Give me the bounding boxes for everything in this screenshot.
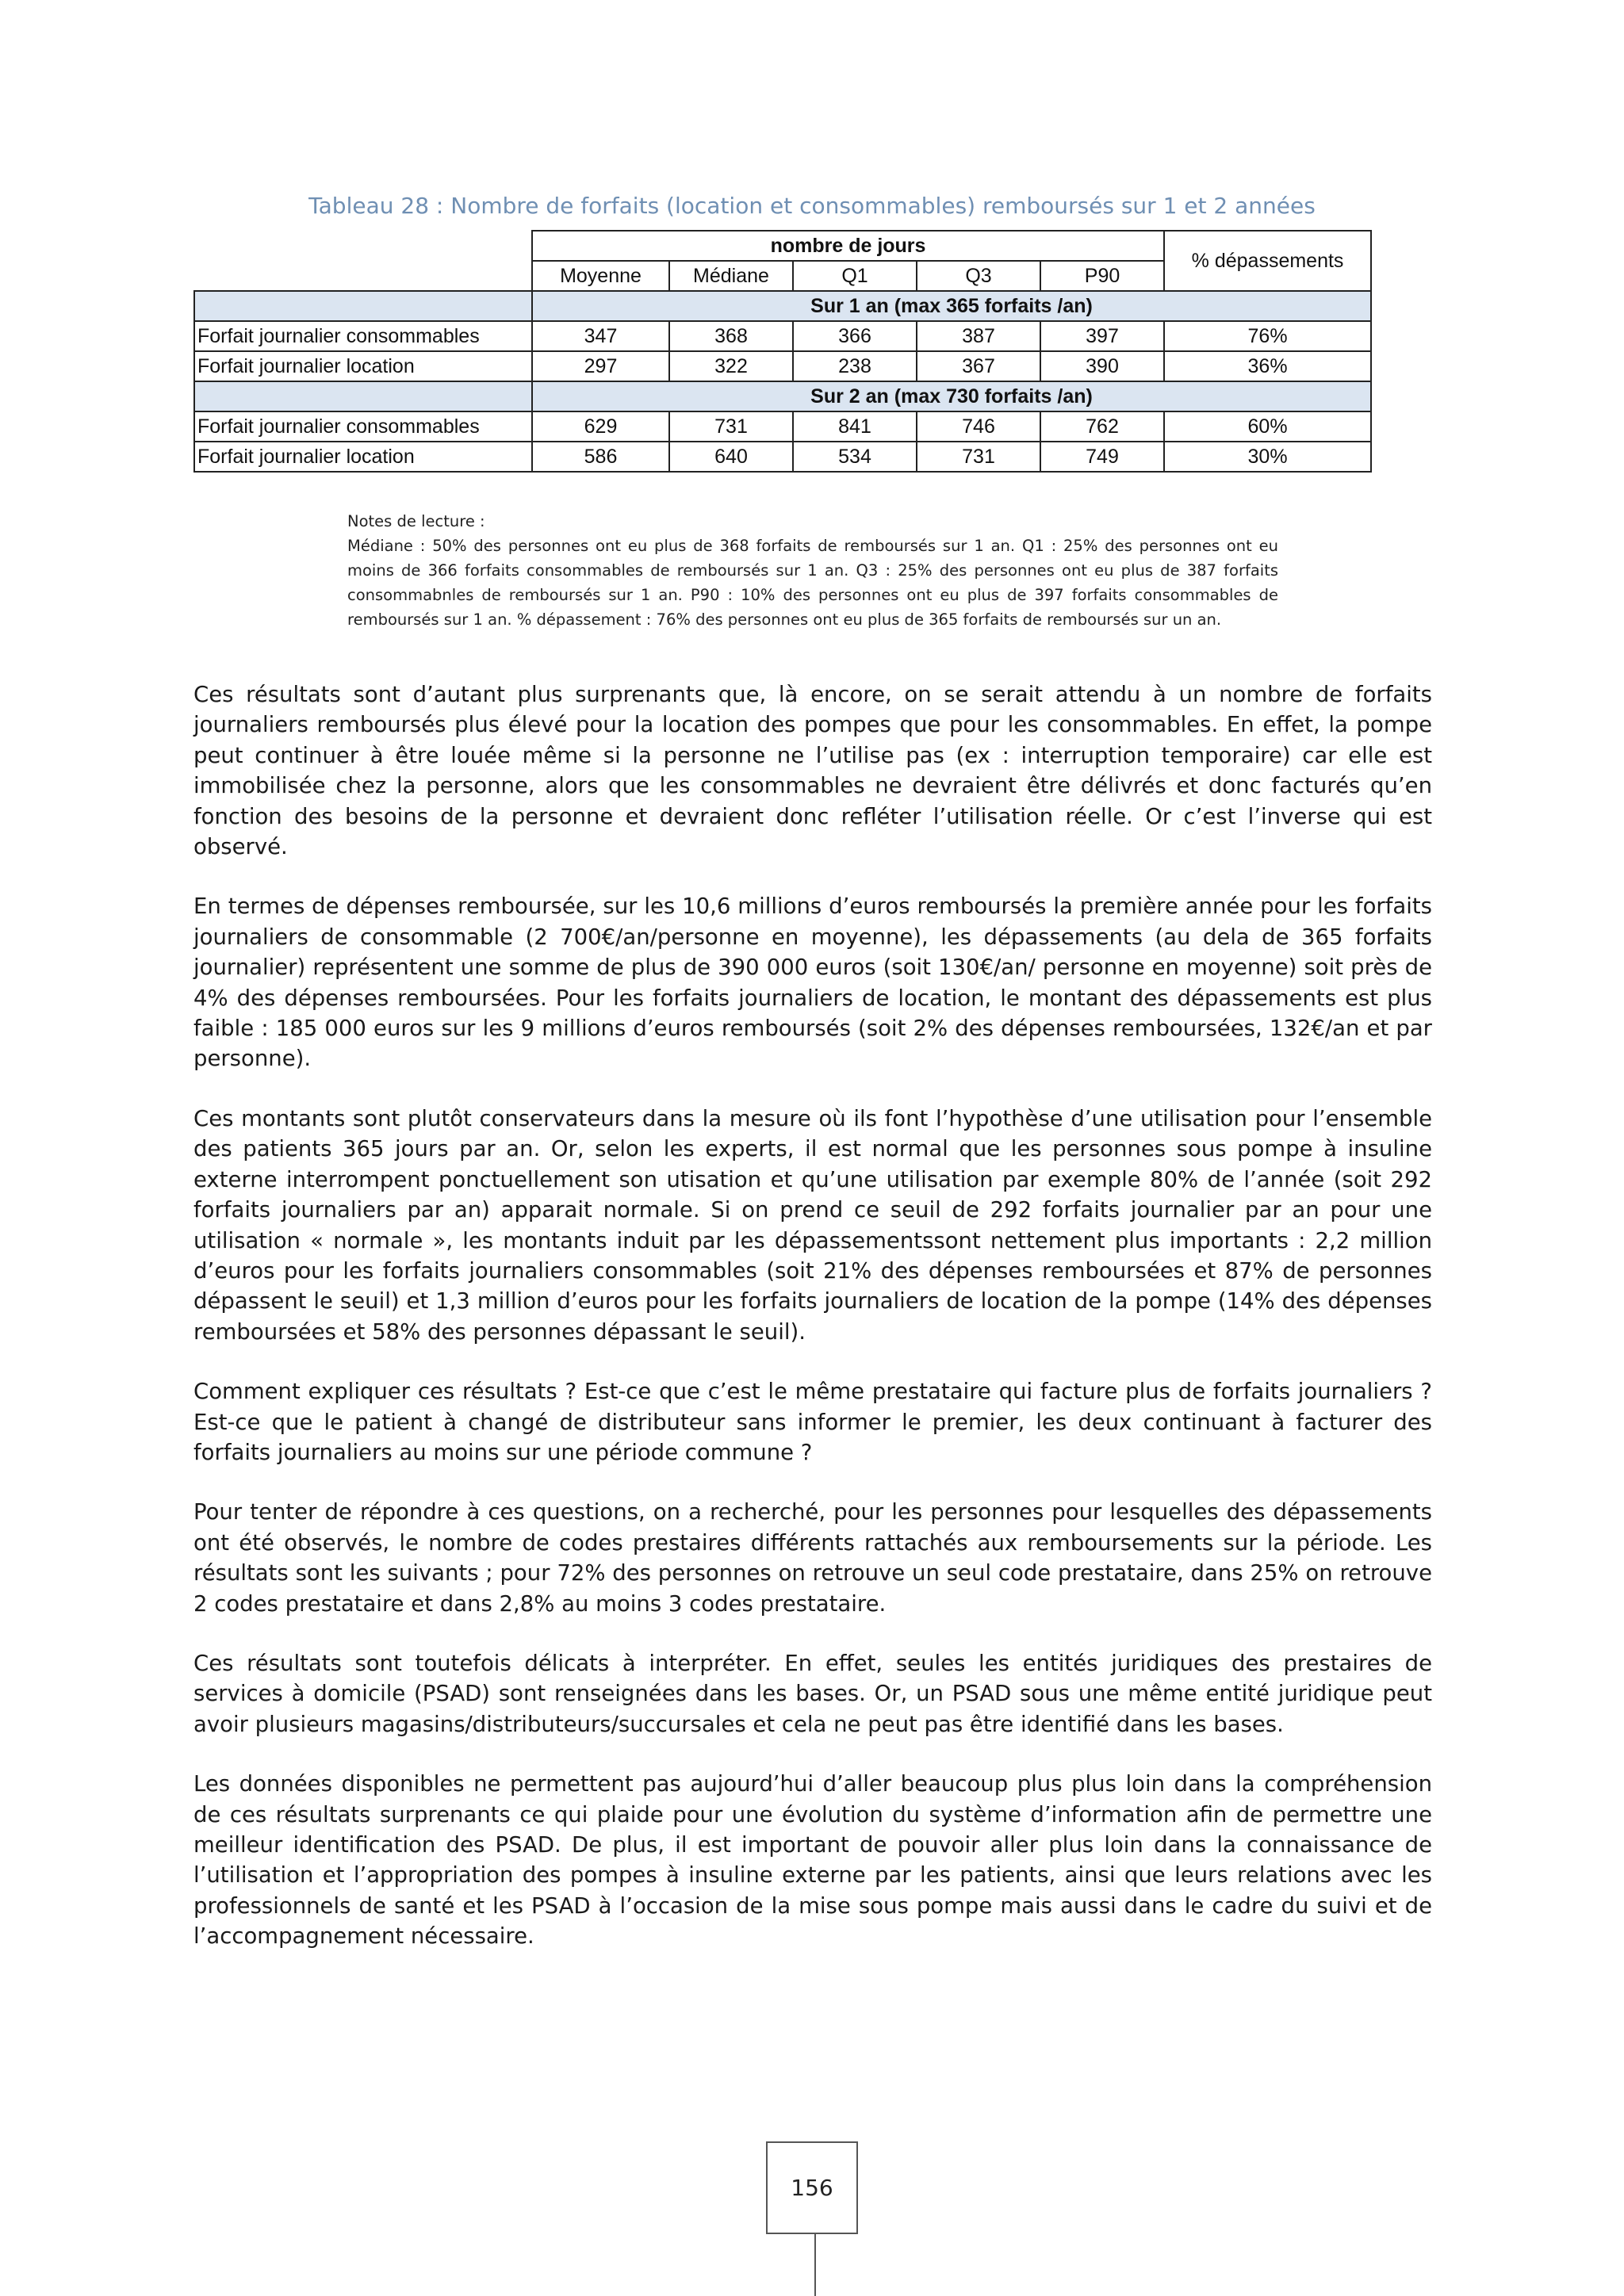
row-label: Forfait journalier consommables: [194, 321, 532, 351]
cell: 640: [669, 442, 793, 472]
section-title: Sur 1 an (max 365 forfaits /an): [532, 291, 1371, 321]
cell-pct: 36%: [1164, 351, 1371, 381]
section-title: Sur 2 an (max 730 forfaits /an): [532, 381, 1371, 411]
cell: 366: [793, 321, 917, 351]
col-header: Q3: [917, 261, 1040, 291]
table-row: [194, 351, 1371, 381]
notes-title: Notes de lecture :: [347, 512, 485, 530]
body-text: [193, 679, 1432, 1981]
col-header: Moyenne: [532, 261, 669, 291]
table-row: [194, 321, 1371, 351]
reading-notes: [347, 509, 1278, 632]
cell: 347: [532, 321, 669, 351]
cell: 629: [532, 411, 669, 442]
forfaits-table: [193, 230, 1372, 473]
cell: 390: [1040, 351, 1164, 381]
paragraph: En termes de dépenses remboursée, sur les 10,6 millions d’euros remboursés la première année pour les forfaits journaliers de consommable (2 700€/an/personne en moyenne), les dépassements (au dela de 365 forfaits journalier) représentent une somme de plus de 390 000 euros (soit 130€/an/ personne en moyenne) soit près de 4% des dépenses remboursées. Pour les forfaits journaliers de location, le montant des dépassements est plus faible : 185 000 euros sur les 9 millions d’euros remboursés (soit 2% des dépenses remboursées, 132€/an et par personne).: [193, 894, 1432, 1072]
cell: 322: [669, 351, 793, 381]
cell: 731: [669, 411, 793, 442]
cell-pct: 60%: [1164, 411, 1371, 442]
col-header: Q1: [793, 261, 917, 291]
page-number-connector: [814, 2234, 816, 2296]
paragraph: Ces résultats sont toutefois délicats à interpréter. En effet, seules les entités juridiques des prestaires de services à domicile (PSAD) sont renseignées dans les bases. Or, un PSAD sous une même entité juridique peut avoir plusieurs magasins/distributeurs/succursales et cela ne peut pas être identifié dans les bases.: [193, 1650, 1432, 1737]
cell: 534: [793, 442, 917, 472]
header-group: nombre de jours: [532, 231, 1164, 261]
cell: 238: [793, 351, 917, 381]
col-header: P90: [1040, 261, 1164, 291]
page-number: 156: [766, 2141, 858, 2234]
paragraph: Les données disponibles ne permettent pas aujourd’hui d’aller beaucoup plus plus loin dans la compréhension de ces résultats surprenants ce qui plaide pour une évolution du système d’information afin de permettre une meilleur identification des PSAD. De plus, il est important de pouvoir aller plus loin dans la connaissance de l’utilisation et l’appropriation des pompes à insuline externe par les patients, ainsi que leurs relations avec les professionnels de santé et les PSAD à l’occasion de la mise sous pompe mais aussi dans le cadre du suivi et de l’accompagnement nécessaire.: [193, 1771, 1432, 1950]
row-label: Forfait journalier consommables: [194, 411, 532, 442]
cell: 297: [532, 351, 669, 381]
cell: 367: [917, 351, 1040, 381]
paragraph: Ces montants sont plutôt conservateurs dans la mesure où ils font l’hypothèse d’une utilisation pour l’ensemble des patients 365 jours par an. Or, selon les experts, il est normal que les personnes sous pompe à insuline externe interrompent ponctuellement son utisation et qu’une utilisation par exemple 80% de l’année (soit 292 forfaits journaliers par an) apparait normale. Si on prend ce seuil de 292 forfaits journalier par an pour une utilisation « normale », les montants induit par les dépassementssont nettement plus importants : 2,2 million d’euros pour les forfaits journaliers consommables (soit 21% des dépenses remboursées et 87% de personnes dépassent le seuil) et 1,3 million d’euros pour les forfaits journaliers de location de la pompe (14% des dépenses remboursées et 58% des personnes dépassant le seuil).: [193, 1105, 1432, 1345]
table-corner: [194, 231, 532, 261]
section-label-cell: [194, 291, 532, 321]
col-header: Médiane: [669, 261, 793, 291]
table-caption: Tableau 28 : Nombre de forfaits (location et consommables) remboursés sur 1 et 2 années: [308, 193, 1316, 219]
paragraph: Comment expliquer ces résultats ? Est-ce que c’est le même prestataire qui facture plus de forfaits journaliers ? Est-ce que le patient à changé de distributeur sans informer le premier, les deux continuant à facturer des forfaits journaliers au moins sur une période commune ?: [193, 1379, 1432, 1465]
cell: 762: [1040, 411, 1164, 442]
cell: 731: [917, 442, 1040, 472]
cell-pct: 76%: [1164, 321, 1371, 351]
table-corner-lower: [194, 261, 532, 291]
cell: 841: [793, 411, 917, 442]
paragraph: Pour tenter de répondre à ces questions, on a recherché, pour les personnes pour lesquelles des dépassements ont été observés, le nombre de codes prestaires différents rattachés aux remboursements sur la période. Les résultats sont les suivants ; pour 72% des personnes on retrouve un seul code prestataire, dans 25% on retrouve 2 codes prestataire et dans 2,8% au moins 3 codes prestataire.: [193, 1499, 1432, 1617]
cell: 368: [669, 321, 793, 351]
cell: 746: [917, 411, 1040, 442]
section-label-cell: [194, 381, 532, 411]
section-row: [194, 381, 1371, 411]
row-label: Forfait journalier location: [194, 442, 532, 472]
header-pct: % dépassements: [1164, 231, 1371, 291]
row-label: Forfait journalier location: [194, 351, 532, 381]
paragraph: Ces résultats sont d’autant plus surprenants que, là encore, on se serait attendu à un nombre de forfaits journaliers remboursés plus élevé pour la location des pompes que pour les consommables. En effet, la pompe peut continuer à être louée même si la personne ne l’utilise pas (ex : interruption temporaire) car elle est immobilisée chez la personne, alors que les consommables ne devraient être délivrés et donc facturés qu’en fonction des besoins de la personne et devraient donc refléter l’utilisation réelle. Or c’est l’inverse qui est observé.: [193, 682, 1432, 860]
cell: 749: [1040, 442, 1164, 472]
notes-text: Médiane : 50% des personnes ont eu plus de 368 forfaits de remboursés sur 1 an. Q1 : 25% des personnes ont eu moins de 366 forfaits consommables de remboursés sur 1 an. Q3 : 25% des personnes ont eu plus de 387 forfaits consommabnles de remboursés sur 1 an. P90 : 10% des personnes ont eu plus de 397 forfaits consommables de remboursés sur 1 an. % dépassement : 76% des personnes ont eu plus de 365 forfaits de remboursés sur un an.: [347, 537, 1278, 629]
table-row: [194, 411, 1371, 442]
section-row: [194, 291, 1371, 321]
cell: 397: [1040, 321, 1164, 351]
cell-pct: 30%: [1164, 442, 1371, 472]
cell: 387: [917, 321, 1040, 351]
table-row: [194, 442, 1371, 472]
cell: 586: [532, 442, 669, 472]
